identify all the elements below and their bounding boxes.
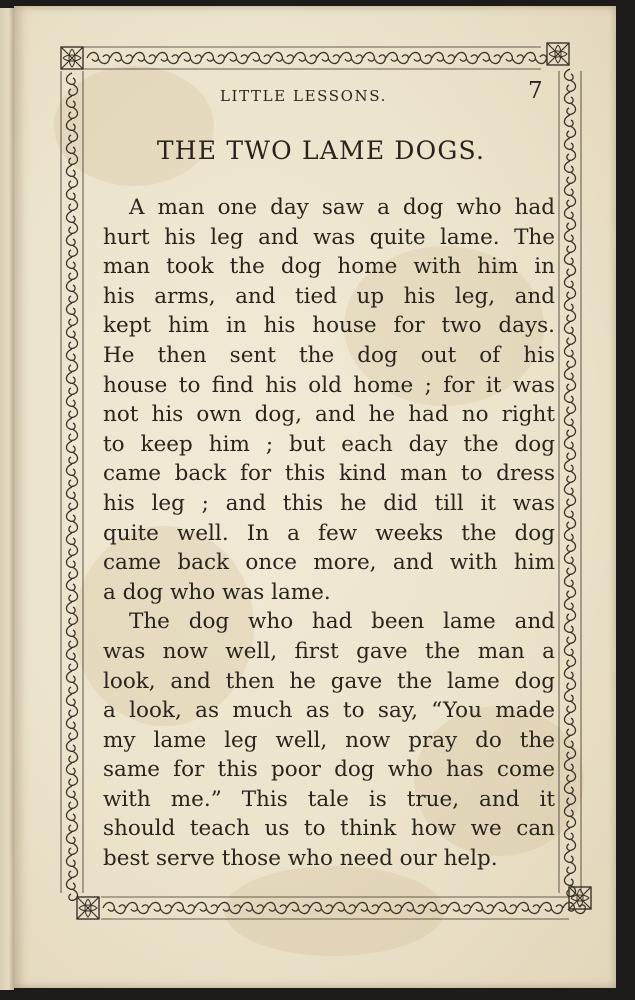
text-line: his leg ; and this he did till it was (103, 490, 555, 516)
text-line: hurt his leg and was quite lame. The (103, 224, 555, 250)
text-line: quite well. In a few weeks the dog (103, 520, 555, 546)
corner-ornament-bottom-left (77, 897, 99, 919)
story-body (103, 193, 555, 874)
text-line: my lame leg well, now pray do the (103, 727, 555, 753)
text-line: was now well, first gave the man a (103, 638, 555, 664)
story-title: THE TWO LAME DOGS. (156, 136, 486, 165)
corner-ornament-top-left (61, 47, 83, 69)
text-line: He then sent the dog out of his (103, 342, 555, 368)
text-line: kept him in his house for two days. (103, 313, 555, 339)
running-head: LITTLE LESSONS. (220, 87, 387, 105)
text-line: house to find his old home ; for it was (103, 372, 555, 398)
text-line: A man one day saw a dog who had (129, 195, 555, 220)
paragraph-2 (103, 607, 555, 873)
corner-ornament-top-right (547, 43, 569, 65)
border-left (61, 71, 83, 893)
text-line: same for this poor dog who has come (103, 757, 555, 783)
paragraph-1 (103, 193, 555, 607)
text-line: a dog who was lame. (103, 579, 331, 605)
page-header (14, 78, 616, 108)
text-line: a look, as much as to say, “You made (103, 698, 555, 724)
text-line: not his own dog, and he had no right (103, 402, 555, 428)
text-line: should teach us to think how we can (103, 816, 555, 842)
text-line: best serve those who need our help. (103, 846, 498, 872)
text-line: came back for this kind man to dress (103, 461, 555, 487)
text-line: his arms, and tied up his leg, and (103, 283, 555, 309)
border-top (83, 47, 541, 69)
text-line: look, and then he gave the lame dog (103, 668, 555, 694)
left-page-edge (0, 8, 14, 990)
text-line: man took the dog home with him in (103, 254, 555, 280)
page-number: 7 (528, 78, 543, 104)
text-line: The dog who had been lame and (129, 609, 555, 635)
text-line: to keep him ; but each day the dog (103, 431, 555, 457)
text-line: with me.” This tale is true, and it (103, 786, 555, 812)
text-line: came back once more, and with him (103, 550, 555, 576)
